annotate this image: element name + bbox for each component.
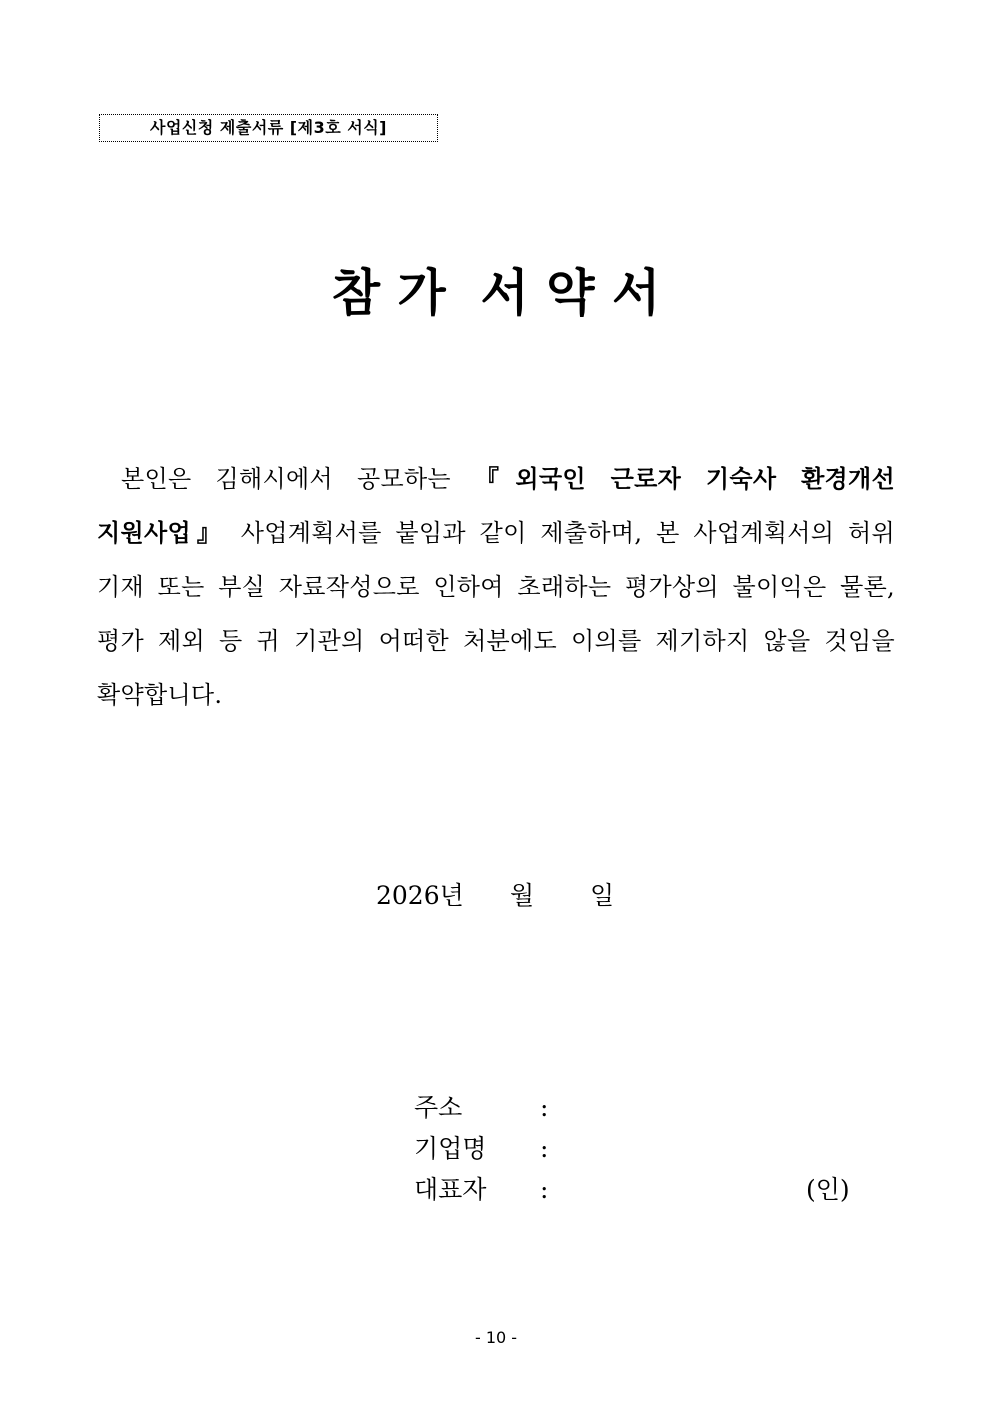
- company-name-colon: :: [540, 1134, 549, 1163]
- address-colon: :: [540, 1093, 549, 1122]
- address-label: 주소: [414, 1093, 463, 1122]
- address-field: [414, 1090, 548, 1126]
- project-name: 『외국인 근로자 기숙사 환경개선 지원사업』: [97, 465, 896, 547]
- date-year: 2026년: [376, 881, 464, 910]
- seal-mark: (인): [806, 1175, 850, 1204]
- date-month: 월: [510, 881, 535, 910]
- company-name-field: [414, 1131, 548, 1167]
- page-number: - 10 -: [474, 1328, 518, 1347]
- date-day: 일: [590, 881, 615, 910]
- body-rest: 사업계획서를 붙임과 같이 제출하며, 본 사업계획서의 허위 기재 또는 부실 자료작성으로 인하여 초래하는 평가상의 불이익은 물론, 평가 제외 등 귀 기관의 어떠한 처분에도 이의를 제기하지 않을 것임을 확약합니다.: [97, 519, 895, 709]
- representative-field: [414, 1172, 548, 1208]
- body-intro: 본인은 김해시에서 공모하는: [121, 465, 475, 493]
- company-name-label: 기업명: [414, 1134, 487, 1163]
- representative-label: 대표자: [414, 1175, 487, 1204]
- pledge-body-text: [97, 452, 895, 722]
- document-title: 참 가 서 약 서: [331, 264, 661, 322]
- representative-colon: :: [540, 1175, 549, 1204]
- form-type-label: 사업신청 제출서류 [제3호 서식]: [99, 114, 438, 142]
